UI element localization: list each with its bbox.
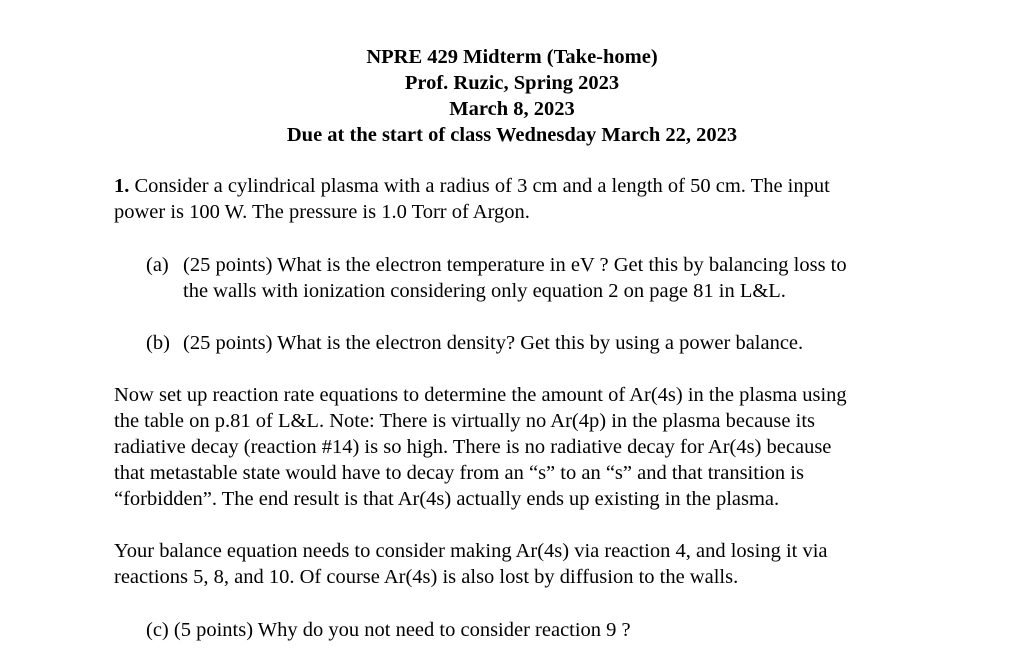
- paragraph-1-line-2: the table on p.81 of L&L. Note: There is virtually no Ar(4p) in the plasma because its: [114, 410, 816, 432]
- instructor-term: Prof. Ruzic, Spring 2023: [404, 72, 620, 94]
- problem-1-intro-line-2: power is 100 W. The pressure is 1.0 Torr of Argon.: [114, 201, 530, 223]
- paragraph-1-line-5: “forbidden”. The end result is that Ar(4s) actually ends up existing in the plasma.: [114, 488, 780, 510]
- exam-header: [0, 44, 1024, 148]
- balance-equation-paragraph: [114, 538, 944, 590]
- part-a-label: (a): [146, 254, 169, 276]
- problem-1-intro: [114, 173, 944, 225]
- exam-date: March 8, 2023: [449, 98, 575, 120]
- part-b-line-1: (25 points) What is the electron density? Get this by using a power balance.: [183, 332, 804, 354]
- part-a-line-1: (25 points) What is the electron temperature in eV ? Get this by balancing loss to: [183, 254, 847, 276]
- problem-number: 1.: [114, 175, 130, 197]
- due-date: Due at the start of class Wednesday March 22, 2023: [286, 124, 738, 146]
- part-b-text: [183, 330, 803, 356]
- part-c: [146, 617, 976, 643]
- paragraph-2-line-2: reactions 5, 8, and 10. Of course Ar(4s) is also lost by diffusion to the walls.: [114, 566, 739, 588]
- paragraph-1-line-3: radiative decay (reaction #14) is so high. There is no radiative decay for Ar(4s) because: [114, 436, 832, 458]
- reaction-rate-paragraph: [114, 382, 944, 512]
- part-a-line-2: the walls with ionization considering only equation 2 on page 81 in L&L.: [183, 280, 786, 302]
- problem-1-intro-line-1: [114, 173, 944, 199]
- part-c-text: (c) (5 points) Why do you not need to consider reaction 9 ?: [146, 619, 631, 641]
- paragraph-2-line-1: Your balance equation needs to consider making Ar(4s) via reaction 4, and losing it via: [114, 540, 828, 562]
- course-title: NPRE 429 Midterm (Take-home): [366, 46, 658, 68]
- paragraph-1-line-4: that metastable state would have to decay from an “s” to an “s” and that transition is: [114, 462, 804, 484]
- problem-1-intro-text-1: Consider a cylindrical plasma with a radius of 3 cm and a length of 50 cm. The input: [134, 175, 830, 197]
- part-a-text: [183, 252, 847, 304]
- part-b-label: (b): [146, 332, 170, 354]
- paragraph-1-line-1: Now set up reaction rate equations to determine the amount of Ar(4s) in the plasma using: [114, 384, 847, 406]
